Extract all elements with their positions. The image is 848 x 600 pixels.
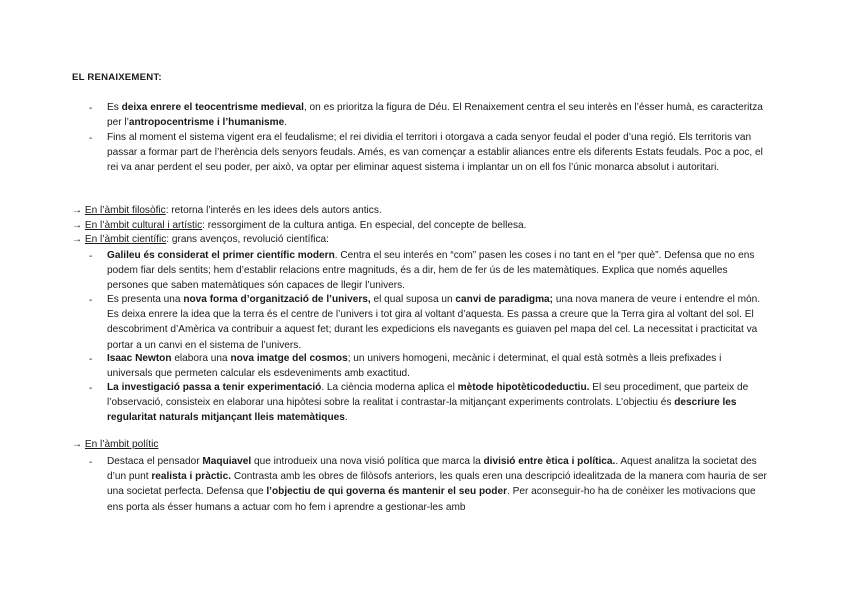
- arrow-icon: →: [72, 439, 83, 450]
- area-label: En l’àmbit filosòfic: [84, 205, 166, 216]
- area-label: En l’àmbit polític: [84, 439, 159, 450]
- text-run: ; un univers homogeni, mecànic i determinat, el qual està sotmès a lleis prefixades i universals que permeten calcular els esdeveniments amb exactitud.: [107, 353, 722, 380]
- bold-text: mètode hipotèticodeductiu.: [457, 382, 590, 393]
- text-run: Contrasta amb les obres de filòsofs anteriors, les quals eren una descripció idealitzada de la manera com hauria de ser una societat perfecta. Defensa que: [107, 471, 767, 498]
- bold-text: antropocentrisme i l’humanisme: [128, 117, 285, 129]
- bold-text: La investigació passa a tenir experimentació: [107, 382, 322, 393]
- area-text: : ressorgiment de la cultura antiga. En especial, del concepte de bellesa.: [202, 220, 527, 231]
- bold-text: divisió entre ètica i política.: [483, 456, 616, 467]
- science-item-galileu: [107, 248, 767, 294]
- area-label: En l’àmbit cultural i artístic: [84, 220, 203, 231]
- text-run: Es: [107, 102, 122, 113]
- text-run: .: [344, 412, 348, 424]
- bold-text: descriure les regularitat naturals mitjançant lleis matemàtiques: [107, 397, 737, 424]
- bold-text: canvi de paradigma;: [455, 294, 554, 305]
- area-science: [72, 234, 329, 245]
- bullet-dash: -: [89, 251, 93, 262]
- arrow-icon: →: [72, 205, 83, 216]
- text-run: elabora una: [171, 353, 231, 364]
- bullet-dash: -: [89, 133, 93, 144]
- text-run: que introdueix una nova visió política que marca la: [251, 456, 484, 467]
- arrow-icon: →: [72, 220, 83, 231]
- politics-item-maquiavel: [107, 454, 767, 515]
- bullet-dash: -: [89, 354, 93, 365]
- bold-text: nova forma d’organització de l’univers,: [183, 294, 371, 305]
- bold-text: l’objectiu de qui governa és mantenir el seu poder: [266, 486, 507, 498]
- text-run: .: [284, 117, 288, 129]
- text-run: , on es prioritza la figura de Déu. El Renaixement centra el seu interès en l’ésser humà, es caracteritza per l’: [107, 102, 763, 129]
- bullet-dash: -: [89, 383, 93, 394]
- bold-text: Galileu és considerat el primer científic modern: [107, 250, 335, 261]
- area-text: : grans avenços, revolució científica:: [166, 234, 329, 245]
- area-label: En l’àmbit científic: [84, 234, 167, 245]
- bullet-dash: -: [89, 457, 93, 468]
- intro-item-2: [107, 130, 767, 176]
- text-run: Es presenta una: [107, 294, 184, 305]
- text-run: Destaca el pensador: [107, 456, 203, 467]
- bold-text: nova imatge del cosmos: [230, 353, 348, 364]
- science-item-method: [107, 380, 767, 426]
- bold-text: Maquiavel: [202, 456, 252, 467]
- text-run: . La ciència moderna aplica el: [321, 382, 458, 393]
- bold-text: Isaac Newton: [107, 353, 172, 364]
- bold-text: deixa enrere el teocentrisme medieval: [121, 102, 304, 113]
- text-run: . Aquest analitza la societat des d’un punt: [107, 456, 757, 483]
- document-title: EL RENAIXEMENT:: [72, 72, 162, 83]
- text-run: El seu procediment, que parteix de l’observació, consisteix en elaborar una hipòtesi sobre la realitat i contrastar-la mitjançant experiments controlats. L’objectiu és: [107, 382, 749, 409]
- bold-text: realista i pràctic.: [151, 471, 232, 483]
- area-text: : retorna l’interés en les idees dels autors antics.: [165, 205, 382, 216]
- text-run: una nova manera de veure i entendre el món. Es deixa enrere la idea que la terra és el centre de l’univers i tot gira al voltant d’aquesta. Es passa a creure que la Terra gira al voltant del sol. El descobriment d’Amèrica va contribuir a aquest fet; durant les expedicions els navegants es guiaven pel mapa del cel. La necessitat i practicitat va portar a un canvi en el sistema de l’univers.: [107, 294, 761, 351]
- area-philosophy: [72, 205, 382, 216]
- area-politics: [72, 439, 158, 450]
- text-run: . Per aconseguir-ho ha de conèixer les motivacions que ens porta als ésser humans a actuar com ho fem i aprendre a gestionar-les amb: [107, 486, 756, 513]
- text-run: el qual suposa un: [370, 294, 456, 305]
- area-culture: [72, 220, 526, 231]
- intro-item-1: [107, 100, 767, 130]
- arrow-icon: →: [72, 234, 83, 245]
- text-run: . Centra el seu interés en “com” pasen les coses i no tant en el “per què”. Defensa que no ens podem fiar dels sentits; hem d’establir relacions entre magnituds, és a dir, hem de fer ús de les matemàtiques. Explica que només aquelles persones que saben matemàtiques són capaces de llegir l’univers.: [107, 250, 755, 292]
- science-item-newton: [107, 351, 767, 381]
- text-run: Fins al moment el sistema vigent era el feudalisme; el rei dividia el territori i otorgava a cada senyor feudal el poder d’una regió. Els territoris van passar a formar part de l’herència dels senyors feudals. Amés, es van començar a establir aliances entre els diferents Estats feudals. Poc a poc, el rei va anar perdent el seu poder, per això, va optar per eliminar aquest sistema i implantar un on ell fos l’únic monarca absolut i autoritari.: [107, 132, 763, 174]
- bullet-dash: -: [89, 295, 93, 306]
- bullet-dash: -: [89, 103, 93, 114]
- science-item-universe: [107, 292, 767, 353]
